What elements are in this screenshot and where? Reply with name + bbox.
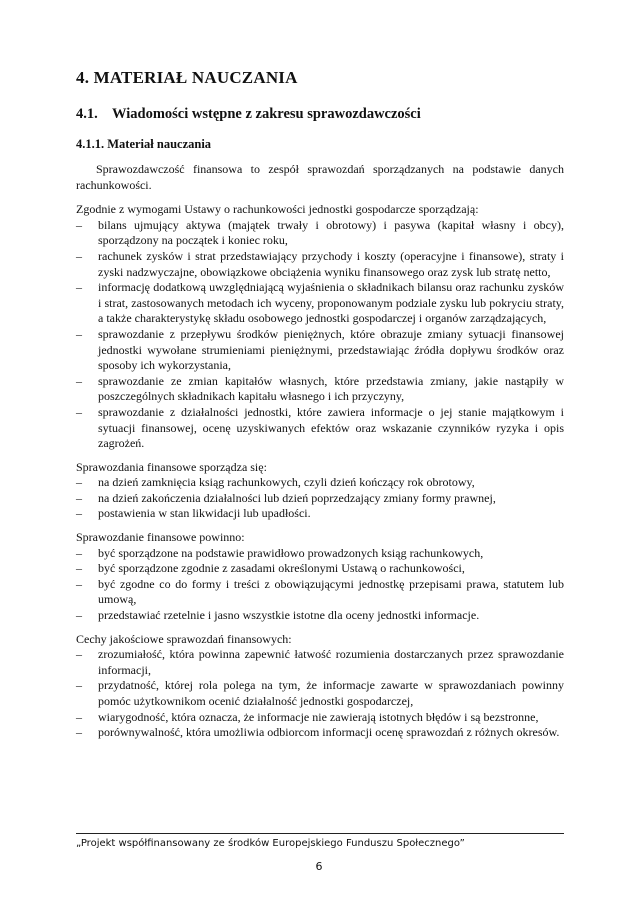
list-item-text: informację dodatkową uwzględniającą wyjaśnienia o składnikach bilansu oraz rachunku zysków i strat, zastosowanych metodach ich wyceny, proponowanym podziale zysku lub pokryciu straty, a także charakterystykę składu osobowego jednostki gospodarczej i organów zarządzających, bbox=[98, 280, 564, 326]
list-item bbox=[76, 506, 564, 522]
dash-bullet: – bbox=[76, 545, 82, 560]
list-item bbox=[76, 608, 564, 624]
list-item bbox=[76, 710, 564, 726]
list-item bbox=[76, 280, 564, 327]
list-item-text: sprawozdanie ze zmian kapitałów własnych, które przedstawia zmiany, jakie nastąpiły w poszczególnych składnikach kapitału własnego i ich przyczyny, bbox=[98, 373, 564, 404]
dash-bullet: – bbox=[76, 561, 82, 576]
dash-bullet: – bbox=[76, 490, 82, 505]
list-item bbox=[76, 561, 564, 577]
group1-lead: Zgodnie z wymogami Ustawy o rachunkowości jednostki gospodarcze sporządzają: bbox=[76, 202, 479, 217]
list-item-text: na dzień zamknięcia ksiąg rachunkowych, czyli dzień kończący rok obrotowy, bbox=[98, 475, 475, 490]
list-item bbox=[76, 577, 564, 608]
dash-bullet: – bbox=[76, 709, 82, 724]
dash-bullet: – bbox=[76, 608, 82, 623]
section-heading bbox=[76, 106, 564, 123]
section-title: Wiadomości wstępne z zakresu sprawozdawczości bbox=[112, 106, 421, 122]
chapter-title: 4. MATERIAŁ NAUCZANIA bbox=[76, 68, 298, 87]
dash-bullet: – bbox=[76, 678, 82, 693]
list-item bbox=[76, 218, 564, 249]
dash-bullet: – bbox=[76, 647, 82, 662]
list-item bbox=[76, 475, 564, 491]
dash-bullet: – bbox=[76, 404, 82, 419]
list-item-text: zrozumiałość, która powinna zapewnić łatwość rozumienia dostarczanych przez sprawozdanie informacji, bbox=[98, 647, 564, 677]
dash-bullet: – bbox=[76, 280, 82, 295]
dash-bullet: – bbox=[76, 506, 82, 521]
group3-lead: Sprawozdanie finansowe powinno: bbox=[76, 530, 245, 545]
list-item-text: być zgodne co do formy i treści z obowiązującymi jednostkę przepisami prawa, statutem lub umową, bbox=[98, 576, 564, 607]
list-item-text: rachunek zysków i strat przedstawiający przychody i koszty (operacyjne i finansowe), straty i zyski nadzwyczajne, obowiązkowe obciążenia wyniku finansowego oraz zysk lub stratę netto, bbox=[98, 248, 564, 279]
subsection-title: 4.1.1. Materiał nauczania bbox=[76, 137, 212, 151]
dash-bullet: – bbox=[76, 576, 82, 591]
page-number: 6 bbox=[315, 860, 323, 873]
section-number: 4.1. bbox=[76, 106, 98, 122]
list-item-text: na dzień zakończenia działalności lub dzień poprzedzający zmiany formy prawnej, bbox=[98, 490, 496, 505]
group3-list bbox=[76, 546, 564, 624]
footer-divider bbox=[76, 833, 564, 834]
group4-lead: Cechy jakościowe sprawozdań finansowych: bbox=[76, 631, 292, 646]
list-item bbox=[76, 327, 564, 374]
list-item bbox=[76, 374, 564, 405]
list-item bbox=[76, 405, 564, 452]
list-item-text: przydatność, której rola polega na tym, że informacje zawarte w sprawozdaniach powinny pomóc użytkownikom ocenić działalność jednostki gospodarczej, bbox=[98, 678, 564, 708]
list-item-text: być sporządzone zgodnie z zasadami określonymi Ustawą o rachunkowości, bbox=[98, 561, 465, 576]
list-item-text: porównywalność, która umożliwia odbiorcom informacji ocenę sprawozdań z różnych okresów. bbox=[98, 725, 560, 740]
dash-bullet: – bbox=[76, 326, 82, 341]
dash-bullet: – bbox=[76, 248, 82, 263]
list-item-text: sprawozdanie z działalności jednostki, które zawiera informacje o jej stanie majątkowym i sytuacji finansowej, ocenę uzyskiwanych efektów oraz wskazanie czynników ryzyka i opis zagrożeń. bbox=[98, 404, 564, 451]
group2-lead: Sprawozdania finansowe sporządza się: bbox=[76, 459, 267, 474]
dash-bullet: – bbox=[76, 725, 82, 740]
list-item bbox=[76, 725, 564, 741]
intro-paragraph: Sprawozdawczość finansowa to zespół sprawozdań sporządzanych na podstawie danych rachunkowości. bbox=[76, 162, 564, 192]
footer-text: „Projekt współfinansowany ze środków Europejskiego Funduszu Społecznego” bbox=[76, 838, 465, 849]
group2-list bbox=[76, 475, 564, 522]
list-item-text: przedstawiać rzetelnie i jasno wszystkie istotne dla oceny jednostki informacje. bbox=[98, 608, 480, 623]
list-item-text: postawienia w stan likwidacji lub upadłości. bbox=[98, 506, 311, 521]
dash-bullet: – bbox=[76, 217, 82, 232]
dash-bullet: – bbox=[76, 475, 82, 490]
group4-list bbox=[76, 647, 564, 741]
group1-list bbox=[76, 218, 564, 452]
list-item bbox=[76, 678, 564, 709]
list-item bbox=[76, 491, 564, 507]
list-item-text: być sporządzone na podstawie prawidłowo prowadzonych ksiąg rachunkowych, bbox=[98, 545, 484, 560]
list-item-text: sprawozdanie z przepływu środków pieniężnych, które obrazuje zmiany sytuacji finansowej jednostki wywołane strumieniami pieniężnymi, przedstawiając źródła dopływu środków oraz sposoby ich wykorzystania, bbox=[98, 326, 564, 373]
list-item-text: bilans ujmujący aktywa (majątek trwały i obrotowy) i pasywa (kapitał własny i obcy), sporządzony na początek i koniec roku, bbox=[98, 217, 564, 248]
dash-bullet: – bbox=[76, 373, 82, 388]
list-item bbox=[76, 249, 564, 280]
list-item bbox=[76, 647, 564, 678]
page-content bbox=[76, 68, 564, 749]
list-item-text: wiarygodność, która oznacza, że informacje nie zawierają istotnych błędów i są bezstronne, bbox=[98, 709, 539, 724]
list-item bbox=[76, 546, 564, 562]
